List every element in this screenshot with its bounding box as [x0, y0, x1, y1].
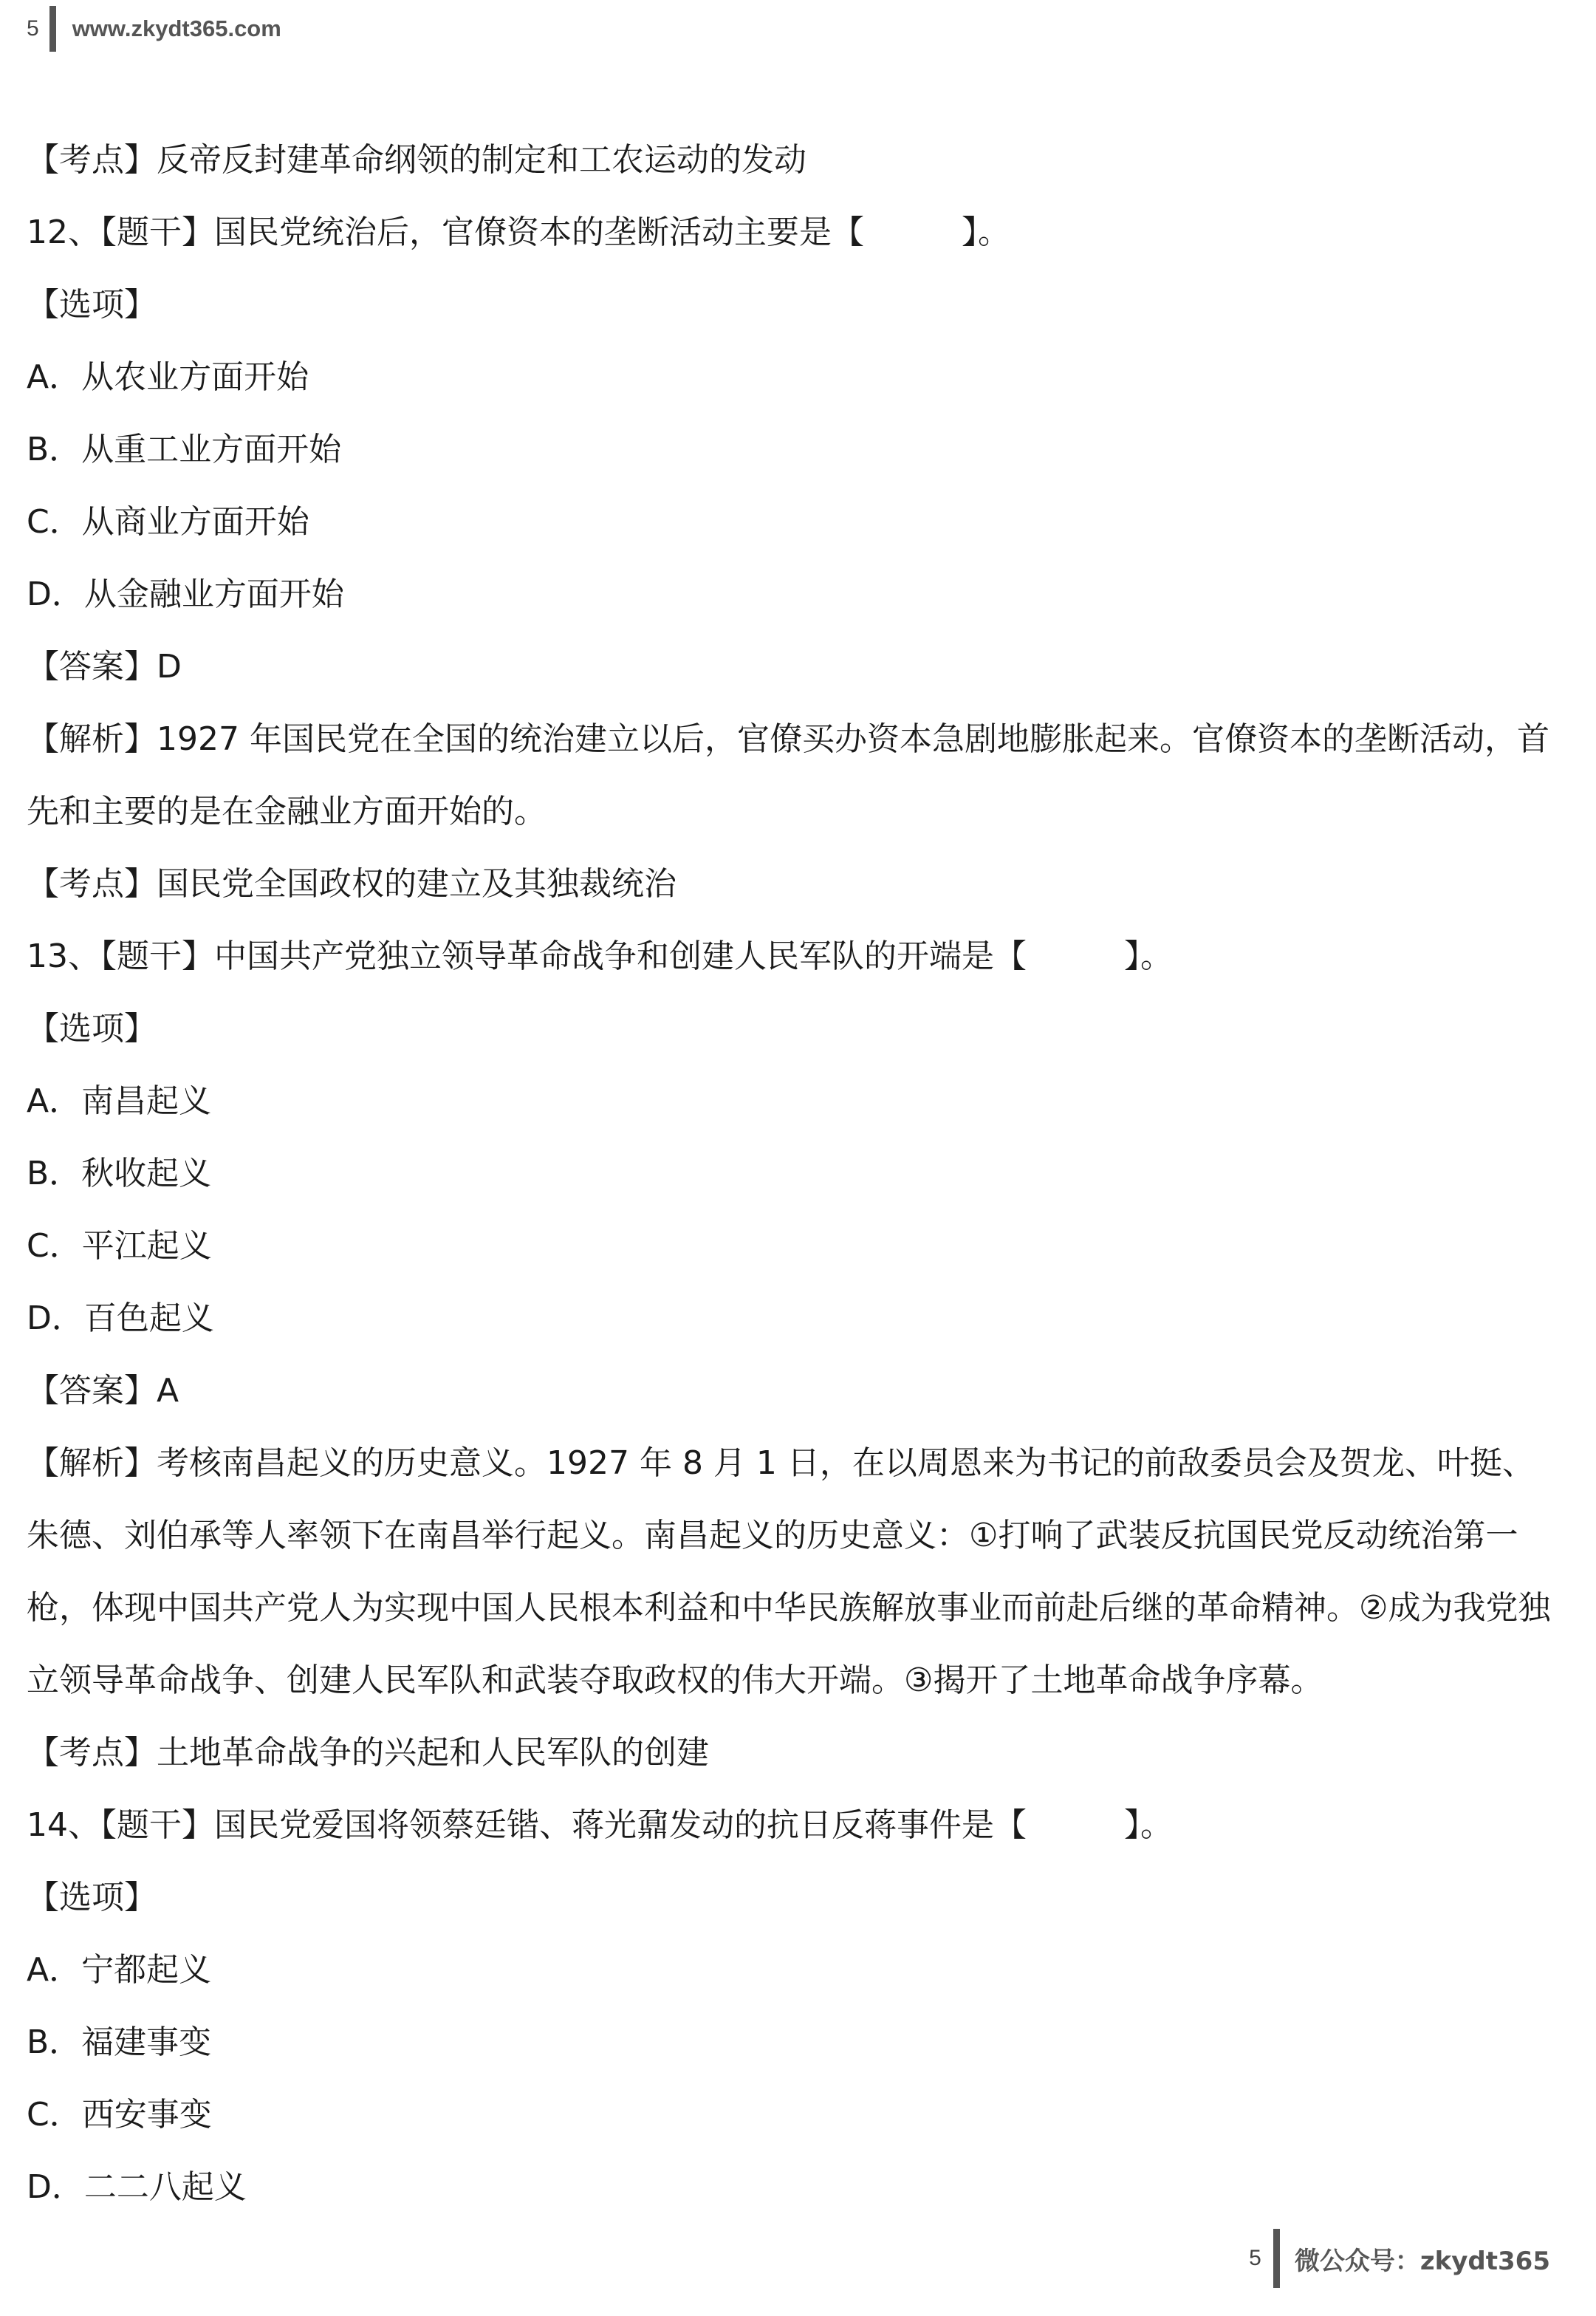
header-page-number: 5 — [27, 16, 39, 41]
q13-answer: 【答案】A — [27, 1372, 179, 1410]
q12-key-point: 【考点】国民党全国政权的建立及其独裁统治 — [27, 865, 677, 903]
q12-answer: 【答案】D — [27, 648, 182, 686]
q13-stem: 13、【题干】中国共产党独立领导革命战争和创建人民军队的开端是【 】。 — [27, 937, 1173, 975]
q13-key-point: 【考点】土地革命战争的兴起和人民军队的创建 — [27, 1734, 709, 1772]
q13-options-label: 【选项】 — [27, 1010, 157, 1048]
q14-option-d: D．二二八起义 — [27, 2168, 247, 2206]
q11-key-point: 【考点】反帝反封建革命纲领的制定和工农运动的发动 — [27, 141, 806, 179]
q12-options-label: 【选项】 — [27, 286, 157, 324]
q12-option-b: B．从重工业方面开始 — [27, 431, 342, 468]
q13-option-c: C．平江起义 — [27, 1227, 212, 1265]
q14-options-label: 【选项】 — [27, 1879, 157, 1916]
page-header — [27, 6, 281, 52]
q14-option-b: B．福建事变 — [27, 2023, 212, 2061]
footer-page-number: 5 — [1249, 2246, 1261, 2270]
footer-wechat-account: 微公众号：zkydt365 — [1294, 2246, 1550, 2276]
q12-stem: 12、【题干】国民党统治后，官僚资本的垄断活动主要是【 】。 — [27, 214, 1010, 251]
footer-divider — [1273, 2229, 1280, 2288]
header-divider — [49, 6, 56, 52]
q13-option-d: D．百色起义 — [27, 1299, 214, 1337]
q12-option-c: C．从商业方面开始 — [27, 503, 309, 541]
q12-option-a: A．从农业方面开始 — [27, 358, 309, 396]
q13-option-a: A．南昌起义 — [27, 1082, 212, 1120]
q13-analysis: 【解析】考核南昌起义的历史意义。1927 年 8 月 1 日，在以周恩来为书记的前敌委员会及贺龙、叶挺、朱德、刘伯承等人率领下在南昌举行起义。南昌起义的历史意义：①打响了武装反抗国民党反动统治第一枪，体现中国共产党人为实现中国人民根本利益和中华民族解放事业而前赴后继的革命精神。②成为我党独立领导革命战争、创建人民军队和武装夺取政权的伟大开端。③揭开了土地革命战争序幕。 — [27, 1444, 1551, 1699]
page-footer — [1249, 2229, 1550, 2288]
q12-analysis: 【解析】1927 年国民党在全国的统治建立以后，官僚买办资本急剧地膨胀起来。官僚资本的垄断活动，首先和主要的是在金融业方面开始的。 — [27, 720, 1549, 830]
q14-option-c: C．西安事变 — [27, 2096, 212, 2134]
q12-option-d: D．从金融业方面开始 — [27, 575, 344, 613]
q14-option-a: A．宁都起义 — [27, 1951, 212, 1989]
header-site-url: www.zkydt365.com — [72, 16, 281, 41]
document-body — [27, 124, 1563, 2224]
q13-option-b: B．秋收起义 — [27, 1155, 212, 1192]
q14-stem: 14、【题干】国民党爱国将领蔡廷锴、蒋光鼐发动的抗日反蒋事件是【 】。 — [27, 1806, 1173, 1844]
